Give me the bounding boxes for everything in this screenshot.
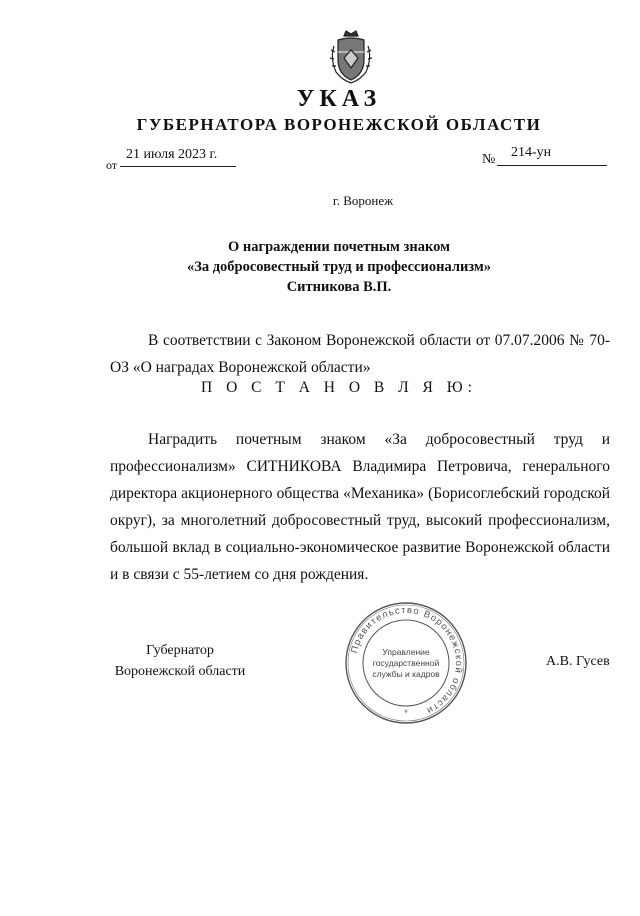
decree-word: П О С Т А Н О В Л Я Ю:	[201, 379, 477, 396]
heading-line-3: Ситникова В.П.	[286, 279, 392, 295]
seal-star: *	[404, 708, 408, 718]
document-number: 214-ун	[497, 143, 607, 166]
heading-line-1: О награждении почетным знаком	[228, 239, 450, 255]
decree-paragraph: Наградить почетным знаком «За добросовестный труд и профессионализм» СИТНИКОВА Владимира Петровича, генерального директора акционерного общества «Механика» (Борисоглебский городской округ), за многолетний добросовестный труд, высокий профессионализм, большой вклад в социально-экономическое развитие Воронежской области и в связи с 55-летием со дня рождения.	[110, 431, 610, 583]
date-from-label: от	[106, 158, 118, 172]
document-title: УКАЗ	[296, 86, 382, 112]
document-subtitle: ГУБЕРНАТОРА ВОРОНЕЖСКОЙ ОБЛАСТИ	[136, 115, 542, 134]
signatory-position	[110, 640, 250, 682]
decree-heading	[0, 237, 640, 297]
coat-of-arms-icon	[326, 28, 376, 84]
official-seal	[343, 600, 469, 726]
number-label: №	[482, 152, 496, 167]
heading-line-2: «За добросовестный труд и профессионализм»	[186, 259, 492, 275]
position-line-1: Губернатор	[146, 643, 214, 658]
position-line-2: Воронежской области	[114, 664, 246, 679]
city: г. Воронеж	[332, 193, 394, 208]
signatory-name: А.В. Гусев	[546, 654, 610, 669]
seal-ring-text: Правительство Воронежской области	[349, 604, 465, 717]
preamble-paragraph: В соответствии с Законом Воронежской области от 07.07.2006 № 70-ОЗ «О наградах Воронежской области»	[110, 332, 610, 376]
document-date: 21 июля 2023 г.	[120, 145, 236, 167]
seal-line-3: службы и кадров	[372, 669, 440, 679]
seal-line-2: государственной	[372, 658, 440, 668]
seal-line-1: Управление	[382, 647, 430, 657]
